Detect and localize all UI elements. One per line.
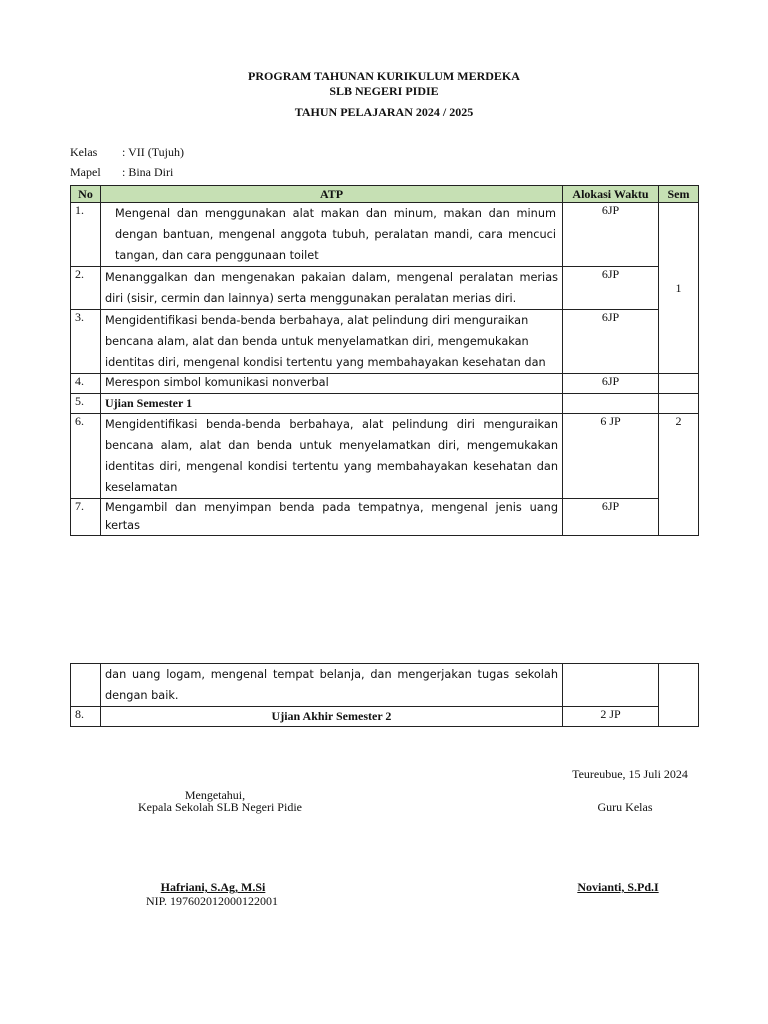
- row-jp: 6 JP: [563, 414, 659, 499]
- table-row: [71, 267, 699, 310]
- academic-year: TAHUN PELAJARAN 2024 / 2025: [294, 105, 474, 119]
- teacher-name: Novianti, S.Pd.I: [577, 880, 659, 894]
- row-jp: 2 JP: [563, 707, 659, 727]
- program-table-continued: [70, 663, 699, 727]
- mapel-value: : Bina Diri: [122, 165, 174, 179]
- semester-2-cell: 2: [659, 414, 699, 536]
- principal-title: Kepala Sekolah SLB Negeri Pidie: [138, 800, 302, 814]
- semester-1-cell: 1: [659, 203, 699, 374]
- row-sem: [659, 664, 699, 727]
- row-jp: [563, 664, 659, 707]
- header-alokasi: Alokasi Waktu: [563, 186, 659, 203]
- row-jp: [563, 394, 659, 414]
- table-row: [71, 394, 699, 414]
- school-name: SLB NEGERI PIDIE: [329, 84, 439, 98]
- row-sem: [659, 394, 699, 414]
- row-no: 3.: [71, 310, 101, 374]
- row-atp: Mengidentifikasi benda-benda berbahaya, alat pelindung diri menguraikan bencana alam, alat dan benda untuk menyelamatkan diri, mengemukakan identitas diri, mengenal kondisi tertentu yang membahayakan kesehatan dan keselamatan: [101, 414, 563, 499]
- header-sem: Sem: [659, 186, 699, 203]
- place-date: Teureubue, 15 Juli 2024: [572, 767, 688, 781]
- table-row: [71, 414, 699, 499]
- program-table: [70, 185, 699, 536]
- row-jp: 6JP: [563, 374, 659, 394]
- row-jp: 6JP: [563, 203, 659, 267]
- row-sem: [659, 374, 699, 394]
- row-no: 5.: [71, 394, 101, 414]
- mapel-label: Mapel: [70, 165, 101, 179]
- principal-nip: NIP. 197602012000122001: [145, 894, 278, 908]
- row-jp: 6JP: [563, 310, 659, 374]
- row-jp: 6JP: [563, 267, 659, 310]
- row-no: 7.: [71, 499, 101, 536]
- row-atp: Merespon simbol komunikasi nonverbal: [101, 374, 563, 394]
- row-atp: Ujian Akhir Semester 2: [101, 707, 563, 727]
- doc-title: PROGRAM TAHUNAN KURIKULUM MERDEKA: [248, 69, 520, 83]
- kelas-line: [70, 145, 184, 160]
- row-no: [71, 664, 101, 707]
- table-row: [71, 499, 699, 536]
- principal-name: Hafriani, S.Ag, M.Si: [160, 880, 266, 894]
- kelas-label: Kelas: [70, 145, 98, 159]
- row-no: 4.: [71, 374, 101, 394]
- row-no: 8.: [71, 707, 101, 727]
- row-atp: Mengenal dan menggunakan alat makan dan minum, makan dan minum dengan bantuan, mengenal anggota tubuh, peralatan mandi, cara mencuci tangan, dan cara penggunaan toilet: [101, 203, 563, 267]
- row-jp: 6JP: [563, 499, 659, 536]
- row-no: 2.: [71, 267, 101, 310]
- teacher-title: Guru Kelas: [597, 800, 653, 814]
- table-row: [71, 203, 699, 267]
- table-row: [71, 664, 699, 707]
- row-atp: Menanggalkan dan mengenakan pakaian dalam, mengenal peralatan merias diri (sisir, cermin dan lainnya) serta menggunakan peralatan merias diri.: [101, 267, 563, 310]
- row-atp-continued: dan uang logam, mengenal tempat belanja, dan mengerjakan tugas sekolah dengan baik.: [101, 664, 563, 707]
- table-row: [71, 374, 699, 394]
- mengetahui-label: Mengetahui,: [184, 788, 246, 802]
- row-atp: Mengidentifikasi benda-benda berbahaya, alat pelindung diri menguraikan bencana alam, alat dan benda untuk menyelamatkan diri, mengemukakan identitas diri, mengenal kondisi tertentu yang membahayakan kesehatan dan: [101, 310, 563, 374]
- header-no: No: [71, 186, 101, 203]
- table-header-row: [71, 186, 699, 203]
- row-no: 6.: [71, 414, 101, 499]
- table-row: [71, 310, 699, 374]
- header-atp: ATP: [101, 186, 563, 203]
- row-atp: Ujian Semester 1: [101, 394, 563, 414]
- mapel-line: [70, 165, 173, 180]
- row-atp: Mengambil dan menyimpan benda pada tempatnya, mengenal jenis uang kertas: [101, 499, 563, 536]
- row-no: 1.: [71, 203, 101, 267]
- table-row: [71, 707, 699, 727]
- kelas-value: : VII (Tujuh): [122, 145, 185, 159]
